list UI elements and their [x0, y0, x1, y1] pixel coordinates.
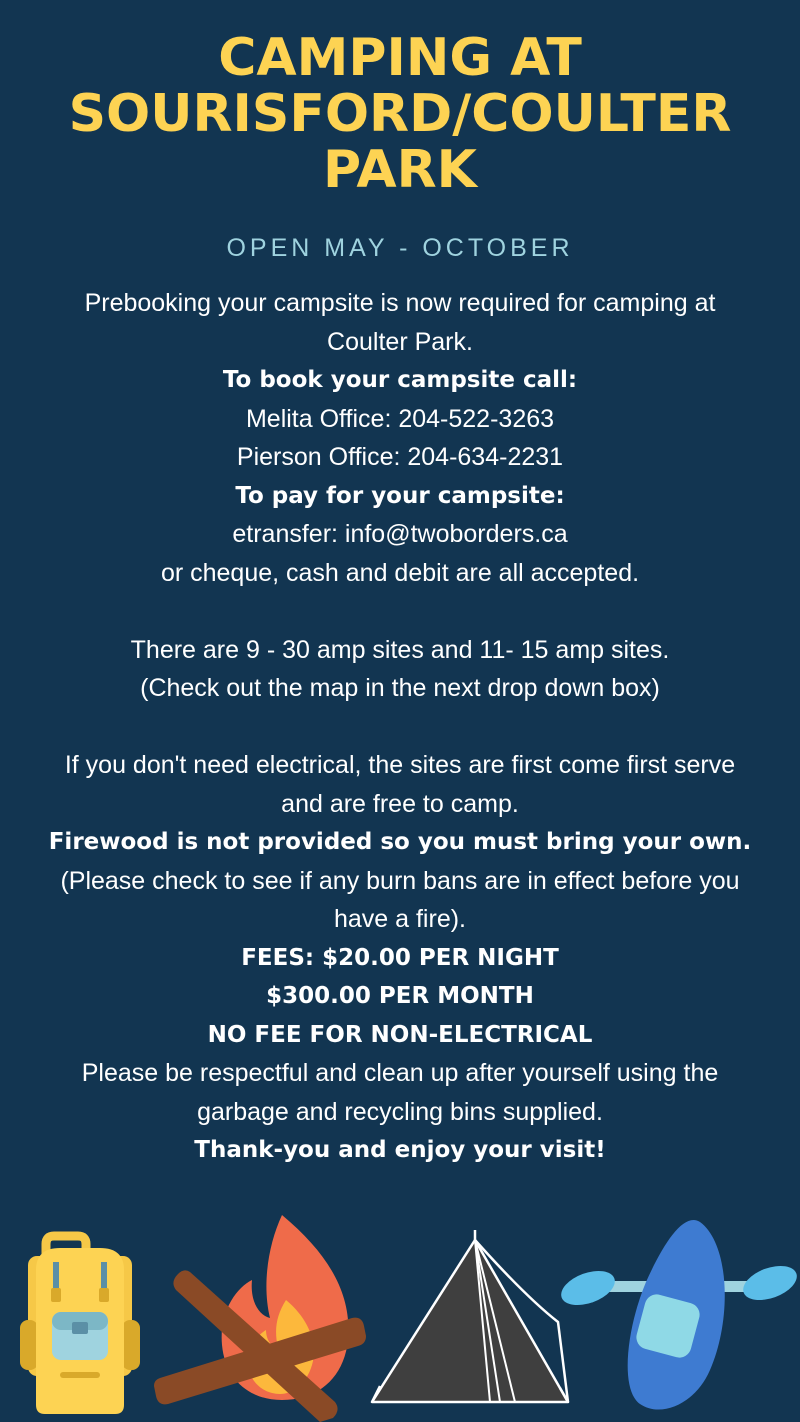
- title-line-1: CAMPING AT: [218, 28, 582, 88]
- prebook-line-1: Prebooking your campsite is now required for camping at: [84, 289, 716, 317]
- sites-line: There are 9 - 30 amp sites and 11- 15 amp sites.: [130, 635, 670, 664]
- prebook-line-2: Coulter Park.: [327, 327, 473, 356]
- respect-line-1: Please be respectful and clean up after yourself using the: [81, 1059, 719, 1087]
- burn-ban-line-2: have a fire).: [333, 905, 466, 933]
- tent-icon: [372, 1230, 568, 1402]
- electrical-line-2: and are free to camp.: [281, 789, 519, 818]
- payment-methods-line: or cheque, cash and debit are all accepted.: [160, 558, 640, 587]
- fee-per-night: FEES: $20.00 PER NIGHT: [241, 944, 559, 971]
- camping-icons: [0, 1215, 800, 1422]
- campfire-icon: [154, 1215, 366, 1422]
- electrical-line-1: If you don't need electrical, the sites are first come first serve: [64, 751, 736, 779]
- season-subtitle: OPEN MAY - OCTOBER: [226, 234, 574, 262]
- melita-phone: Melita Office: 204-522-3263: [245, 404, 555, 433]
- title-line-2: SOURISFORD/COULTER: [68, 84, 732, 144]
- burn-ban-line-1: (Please check to see if any burn bans are in effect before you: [60, 866, 740, 895]
- spacer: [10, 708, 790, 747]
- spacer: [10, 592, 790, 631]
- fee-per-month: $300.00 PER MONTH: [266, 983, 534, 1009]
- pay-heading: To pay for your campsite:: [235, 482, 565, 509]
- title-line-3: PARK: [323, 140, 477, 200]
- poster-title: [0, 30, 800, 198]
- poster-body: [10, 284, 790, 1170]
- firewood-line: Firewood is not provided so you must bring your own.: [48, 829, 752, 855]
- kayak-icon: [557, 1220, 800, 1409]
- map-note-line: (Check out the map in the next drop down box): [140, 674, 660, 702]
- pierson-phone: Pierson Office: 204-634-2231: [236, 443, 564, 471]
- respect-line-2: garbage and recycling bins supplied.: [197, 1097, 603, 1126]
- thanks-line: Thank-you and enjoy your visit!: [194, 1137, 606, 1163]
- book-heading: To book your campsite call:: [222, 367, 578, 393]
- fee-non-electrical: NO FEE FOR NON-ELECTRICAL: [207, 1021, 593, 1048]
- etransfer-line: etransfer: info@twoborders.ca: [232, 520, 568, 548]
- backpack-icon: [20, 1236, 140, 1414]
